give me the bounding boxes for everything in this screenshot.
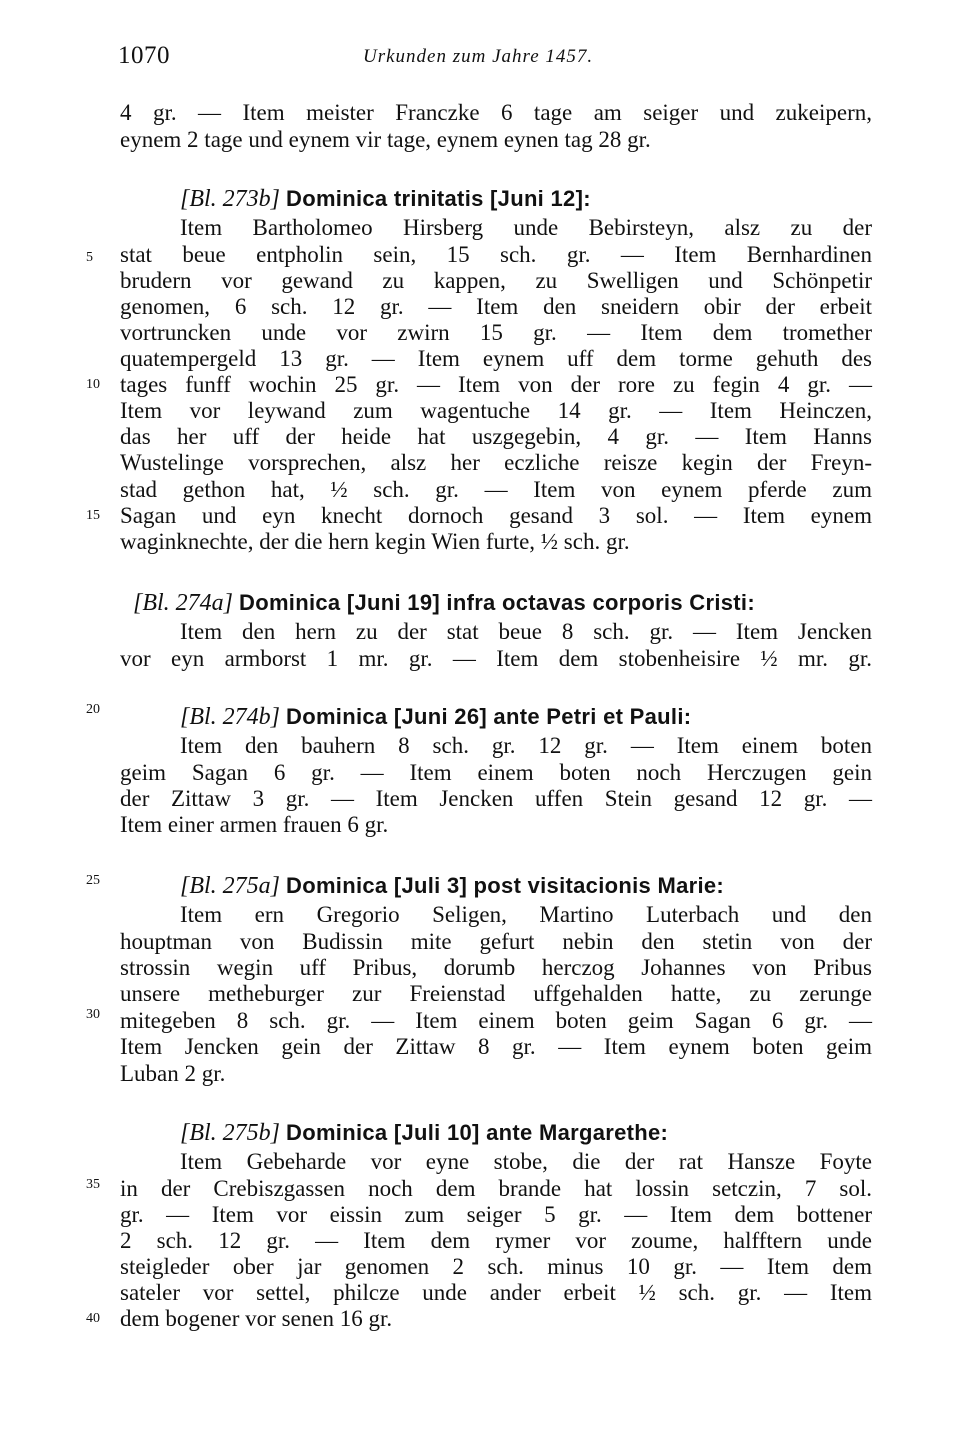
line-number: 40 [86, 1311, 100, 1326]
text-line: Item vor leywand zum wagentuche 14 gr. — Item Heinczen, [120, 398, 872, 423]
heading-title: Dominica [Juni 19] infra octavas corporis Cristi: [239, 590, 755, 615]
page-number: 1070 [118, 42, 170, 69]
text-line: Sagan und eyn knecht dornoch gesand 3 sol. — Item eynem [120, 503, 872, 528]
line-number: 5 [86, 250, 93, 265]
line-number: 30 [86, 1007, 100, 1022]
text-line: houptman von Budissin mite gefurt nebin den stetin von der [120, 929, 872, 954]
text-line: genomen, 6 sch. 12 gr. — Item den sneidern obir der erbeit [120, 294, 872, 319]
section-heading [180, 186, 872, 212]
text-line: Item Gebeharde vor eyne stobe, die der rat Hansze Foyte [180, 1149, 872, 1174]
text-line: mitegeben 8 sch. gr. — Item einem boten geim Sagan 6 gr. — [120, 1008, 872, 1033]
section-heading [180, 1120, 872, 1146]
text-line: 2 sch. 12 gr. — Item dem rymer vor zoume, halfftern unde [120, 1228, 872, 1253]
heading-title: Dominica [Juli 10] ante Margarethe: [286, 1120, 669, 1145]
folio-reference: [Bl. 274a] [133, 590, 234, 616]
text-line: Item Bartholomeo Hirsberg unde Bebirsteyn, alsz zu der [180, 215, 872, 240]
folio-reference: [Bl. 275b] [180, 1120, 281, 1146]
text-line: waginknechte, der die hern kegin Wien furte, ½ sch. gr. [120, 529, 630, 554]
text-line: Wustelinge vorsprechen, alsz her eczliche reisze kegin der Freyn- [120, 450, 872, 475]
running-title: Urkunden zum Jahre 1457. [363, 46, 594, 67]
line-number: 35 [86, 1177, 100, 1192]
heading-title: Dominica trinitatis [Juni 12]: [286, 186, 591, 211]
text-line: 4 gr. — Item meister Franczke 6 tage am seiger und zukeipern, [120, 100, 872, 125]
text-line: Item den bauhern 8 sch. gr. 12 gr. — Item einem boten [180, 733, 872, 758]
text-line: eynem 2 tage und eynem vir tage, eynem eynen tag 28 gr. [120, 127, 651, 152]
line-number: 15 [86, 508, 100, 523]
text-line: dem bogener vor senen 16 gr. [120, 1306, 393, 1331]
text-line: der Zittaw 3 gr. — Item Jencken uffen Stein gesand 12 gr. — [120, 786, 872, 811]
text-line: strossin wegin uff Pribus, dorumb herczog Johannes von Pribus [120, 955, 872, 980]
text-line: Item einer armen frauen 6 gr. [120, 812, 389, 837]
text-line: brudern vor gewand zu kappen, zu Swelligen und Schönpetir [120, 268, 872, 293]
text-line: Item ern Gregorio Seligen, Martino Luterbach und den [180, 902, 872, 927]
text-line: Luban 2 gr. [120, 1061, 226, 1086]
line-number: 10 [86, 377, 100, 392]
text-line: sateler vor settel, philcze unde ander erbeit ½ sch. gr. — Item [120, 1280, 872, 1305]
text-line: geim Sagan 6 gr. — Item einem boten noch Herczugen gein [120, 760, 872, 785]
section-heading [180, 873, 872, 899]
text-line: gr. — Item vor eissin zum seiger 5 gr. — Item dem bottener [120, 1202, 872, 1227]
text-line: Item den hern zu der stat beue 8 sch. gr. — Item Jencken [180, 619, 872, 644]
heading-title: Dominica [Juni 26] ante Petri et Pauli: [286, 704, 692, 729]
line-number: 20 [86, 702, 100, 717]
text-line: steigleder ober jar genomen 2 sch. minus 10 gr. — Item dem [120, 1254, 872, 1279]
line-number: 25 [86, 873, 100, 888]
text-line: stad gethon hat, ½ sch. gr. — Item von eynem pferde zum [120, 477, 872, 502]
page-header [118, 42, 878, 76]
text-line: in der Crebiszgassen noch dem brande hat lossin setczin, 7 sol. [120, 1176, 872, 1201]
text-line: das her uff der heide hat uszgegebin, 4 gr. — Item Hanns [120, 424, 872, 449]
folio-reference: [Bl. 275a] [180, 873, 281, 899]
text-line: stat beue entpholin sein, 15 sch. gr. — Item Bernhardinen [120, 242, 872, 267]
folio-reference: [Bl. 273b] [180, 186, 281, 212]
text-line: quatempergeld 13 gr. — Item eynem uff dem torme gehuth des [120, 346, 872, 371]
text-line: tages funff wochin 25 gr. — Item von der rore zu fegin 4 gr. — [120, 372, 872, 397]
text-line: vortruncken unde vor zwirn 15 gr. — Item dem tromether [120, 320, 872, 345]
heading-title: Dominica [Juli 3] post visitacionis Marie: [286, 873, 725, 898]
section-heading [180, 704, 872, 730]
text-line: unsere metheburger zur Freienstad uffgehalden hatte, zu zerunge [120, 981, 872, 1006]
folio-reference: [Bl. 274b] [180, 704, 281, 730]
text-line: Item Jencken gein der Zittaw 8 gr. — Item eynem boten geim [120, 1034, 872, 1059]
section-heading [133, 590, 873, 616]
text-line: vor eyn armborst 1 mr. gr. — Item dem stobenheisire ½ mr. gr. [120, 646, 872, 671]
